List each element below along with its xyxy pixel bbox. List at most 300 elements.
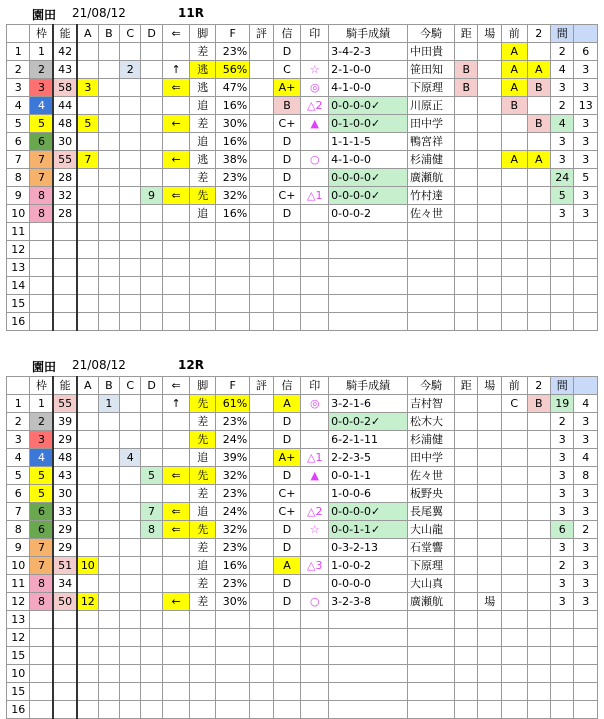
table-row-empty: [7, 277, 598, 295]
col-d: [141, 413, 162, 431]
running-style: 先: [190, 431, 216, 449]
empty-cell: [301, 277, 329, 295]
jockey-record: 1-0-0-2: [329, 557, 408, 575]
column-header: 2: [527, 377, 550, 395]
empty-cell: [98, 611, 119, 629]
f-percent: 23%: [216, 539, 250, 557]
col-d: 5: [141, 467, 162, 485]
empty-cell: [301, 611, 329, 629]
column-header: ⇐: [162, 377, 190, 395]
empty-cell: [454, 629, 477, 647]
empty-cell: [550, 647, 573, 665]
evaluation-empty: [250, 485, 273, 503]
arrow-cell: [162, 413, 190, 431]
second-cell: [527, 557, 550, 575]
jockey-record: 0-0-0-0✓: [329, 97, 408, 115]
running-style: 差: [190, 413, 216, 431]
mark-cell: ○: [301, 593, 329, 611]
empty-cell: [98, 665, 119, 683]
mark-cell: [301, 575, 329, 593]
evaluation: A+: [273, 79, 301, 97]
empty-cell: [273, 647, 301, 665]
empty-cell: [527, 295, 550, 313]
running-style: 差: [190, 539, 216, 557]
empty-cell: [550, 683, 573, 701]
jockey-name: 鴨宮祥: [408, 133, 455, 151]
empty-cell: [77, 295, 98, 313]
jockey-record: 0-1-0-0✓: [329, 115, 408, 133]
f-percent: 23%: [216, 485, 250, 503]
table-row: [7, 431, 598, 449]
ability-cell: 33: [53, 503, 76, 521]
column-header: 騎手成績: [329, 377, 408, 395]
ability-cell: [53, 259, 76, 277]
jockey-record: 6-2-1-11: [329, 431, 408, 449]
empty-cell: [501, 629, 527, 647]
empty-cell: [120, 241, 141, 259]
jockey-record: 1-1-1-5: [329, 133, 408, 151]
evaluation: D: [273, 521, 301, 539]
jockey-record: 3-4-2-3: [329, 43, 408, 61]
col-c: [120, 187, 141, 205]
empty-cell: [77, 241, 98, 259]
jockey-record: 4-1-0-0: [329, 151, 408, 169]
evaluation-empty: [250, 115, 273, 133]
empty-cell: [120, 295, 141, 313]
col-c: [120, 467, 141, 485]
running-style: 差: [190, 43, 216, 61]
col-c: [120, 395, 141, 413]
empty-cell: [501, 259, 527, 277]
empty-cell: [250, 629, 273, 647]
jockey-record: 1-0-0-6: [329, 485, 408, 503]
course-cell: [478, 97, 501, 115]
f-percent: 23%: [216, 169, 250, 187]
ability-cell: 29: [53, 539, 76, 557]
horse-number: 7: [7, 503, 30, 521]
arrow-cell: [162, 449, 190, 467]
col-d: [141, 557, 162, 575]
waku-cell: 7: [30, 539, 53, 557]
arrow-cell: ⇐: [162, 187, 190, 205]
evaluation-empty: [250, 43, 273, 61]
course-cell: [478, 413, 501, 431]
col-a: [77, 431, 98, 449]
column-header: 前: [501, 25, 527, 43]
empty-cell: [478, 629, 501, 647]
arrow-cell: ⇐: [162, 521, 190, 539]
col-b: [98, 61, 119, 79]
empty-cell: [501, 665, 527, 683]
ability-cell: 39: [53, 413, 76, 431]
empty-cell: [273, 295, 301, 313]
horse-number: 16: [7, 313, 30, 331]
empty-cell: [141, 223, 162, 241]
f-percent: 32%: [216, 521, 250, 539]
interval-1: 3: [550, 503, 573, 521]
col-a: 7: [77, 151, 98, 169]
col-c: [120, 115, 141, 133]
mark-cell: ☆: [301, 61, 329, 79]
jockey-record: 0-3-2-13: [329, 539, 408, 557]
empty-cell: [478, 241, 501, 259]
jockey-name: 田中学: [408, 449, 455, 467]
interval-1: 2: [550, 97, 573, 115]
empty-cell: [216, 665, 250, 683]
empty-cell: [141, 629, 162, 647]
horse-number: 6: [7, 133, 30, 151]
table-row-empty: [7, 683, 598, 701]
jockey-record: 0-0-1-1: [329, 467, 408, 485]
waku-cell: 4: [30, 97, 53, 115]
empty-cell: [216, 701, 250, 719]
f-percent: 30%: [216, 115, 250, 133]
f-percent: 16%: [216, 133, 250, 151]
prev-cell: [501, 557, 527, 575]
second-cell: B: [527, 79, 550, 97]
arrow-cell: [162, 43, 190, 61]
table-row: [7, 449, 598, 467]
empty-cell: [162, 665, 190, 683]
empty-cell: [574, 683, 598, 701]
col-d: [141, 115, 162, 133]
empty-cell: [501, 295, 527, 313]
empty-cell: [141, 295, 162, 313]
running-style: 追: [190, 449, 216, 467]
second-cell: [527, 449, 550, 467]
col-b: [98, 467, 119, 485]
horse-number: 2: [7, 61, 30, 79]
col-b: [98, 43, 119, 61]
empty-cell: [98, 683, 119, 701]
interval-2: 3: [574, 593, 598, 611]
column-header: D: [141, 377, 162, 395]
empty-cell: [162, 313, 190, 331]
column-header: 脚: [190, 377, 216, 395]
empty-cell: [301, 701, 329, 719]
horse-number: 7: [7, 151, 30, 169]
course-cell: [478, 205, 501, 223]
empty-cell: [273, 701, 301, 719]
interval-1: 2: [550, 557, 573, 575]
col-b: [98, 115, 119, 133]
empty-cell: [454, 295, 477, 313]
empty-cell: [454, 683, 477, 701]
empty-cell: [98, 295, 119, 313]
col-c: [120, 557, 141, 575]
ability-cell: 43: [53, 61, 76, 79]
empty-cell: [162, 701, 190, 719]
col-a: [77, 43, 98, 61]
waku-cell: 1: [30, 395, 53, 413]
horse-number: 12: [7, 593, 30, 611]
empty-cell: [301, 223, 329, 241]
course-cell: [478, 187, 501, 205]
f-percent: 47%: [216, 79, 250, 97]
interval-2: 4: [574, 395, 598, 413]
col-a: [77, 539, 98, 557]
empty-cell: [273, 241, 301, 259]
arrow-cell: [162, 485, 190, 503]
empty-cell: [162, 277, 190, 295]
evaluation-empty: [250, 61, 273, 79]
empty-cell: [30, 701, 53, 719]
prev-cell: A: [501, 61, 527, 79]
empty-cell: [141, 259, 162, 277]
distance-cell: B: [454, 79, 477, 97]
empty-cell: [216, 611, 250, 629]
waku-cell: 8: [30, 593, 53, 611]
running-style: 先: [190, 187, 216, 205]
column-header: 印: [301, 377, 329, 395]
interval-1: 3: [550, 431, 573, 449]
empty-cell: [190, 259, 216, 277]
prev-cell: [501, 575, 527, 593]
column-header: C: [120, 377, 141, 395]
empty-cell: [98, 313, 119, 331]
jockey-name: 佐々世: [408, 205, 455, 223]
table-row: [7, 413, 598, 431]
evaluation: A: [273, 395, 301, 413]
empty-cell: [98, 701, 119, 719]
second-cell: [527, 97, 550, 115]
col-a: [77, 395, 98, 413]
column-header: [7, 377, 30, 395]
empty-cell: [550, 629, 573, 647]
empty-cell: [162, 611, 190, 629]
mark-cell: △1: [301, 449, 329, 467]
empty-cell: [250, 223, 273, 241]
col-c: [120, 503, 141, 521]
table-row: [7, 97, 598, 115]
jockey-name: 大山龍: [408, 521, 455, 539]
running-style: 先: [190, 395, 216, 413]
evaluation: D: [273, 43, 301, 61]
table-row: [7, 133, 598, 151]
f-percent: 23%: [216, 413, 250, 431]
empty-cell: [30, 241, 53, 259]
header-row: [7, 25, 598, 43]
mark-cell: △2: [301, 503, 329, 521]
ability-cell: 55: [53, 395, 76, 413]
empty-cell: [273, 665, 301, 683]
empty-cell: [301, 647, 329, 665]
col-b: [98, 97, 119, 115]
col-a: [77, 449, 98, 467]
ability-cell: 28: [53, 205, 76, 223]
empty-cell: [501, 277, 527, 295]
jockey-name: 佐々世: [408, 467, 455, 485]
empty-cell: [190, 629, 216, 647]
column-header: 騎手成績: [329, 25, 408, 43]
empty-cell: [141, 611, 162, 629]
col-c: [120, 575, 141, 593]
prev-cell: [501, 413, 527, 431]
empty-cell: [329, 295, 408, 313]
prev-cell: [501, 503, 527, 521]
interval-1: 4: [550, 61, 573, 79]
empty-cell: [250, 295, 273, 313]
col-a: [77, 133, 98, 151]
col-c: 2: [120, 61, 141, 79]
f-percent: 23%: [216, 43, 250, 61]
waku-cell: 5: [30, 485, 53, 503]
col-d: [141, 133, 162, 151]
col-d: [141, 61, 162, 79]
col-c: [120, 151, 141, 169]
distance-cell: [454, 467, 477, 485]
course-cell: [478, 115, 501, 133]
mark-cell: [301, 133, 329, 151]
empty-cell: [273, 683, 301, 701]
jockey-record: 2-1-0-0: [329, 61, 408, 79]
prev-cell: [501, 169, 527, 187]
column-header: 印: [301, 25, 329, 43]
f-percent: 56%: [216, 61, 250, 79]
mark-cell: [301, 413, 329, 431]
arrow-cell: [162, 169, 190, 187]
mark-cell: ◎: [301, 395, 329, 413]
interval-2: 3: [574, 431, 598, 449]
evaluation: C+: [273, 187, 301, 205]
table-row: [7, 43, 598, 61]
column-header: F: [216, 25, 250, 43]
interval-1: 24: [550, 169, 573, 187]
second-cell: B: [527, 395, 550, 413]
running-style: 差: [190, 115, 216, 133]
table-row-empty: [7, 295, 598, 313]
empty-cell: [454, 259, 477, 277]
ability-cell: 51: [53, 557, 76, 575]
empty-cell: [329, 259, 408, 277]
column-header: 前: [501, 377, 527, 395]
empty-cell: [478, 683, 501, 701]
ability-cell: 29: [53, 431, 76, 449]
empty-cell: [77, 665, 98, 683]
empty-cell: [190, 295, 216, 313]
ability-cell: 30: [53, 133, 76, 151]
col-d: 8: [141, 521, 162, 539]
empty-cell: [301, 313, 329, 331]
col-d: [141, 395, 162, 413]
horse-number: 13: [7, 611, 30, 629]
horse-number: 14: [7, 277, 30, 295]
empty-cell: [190, 223, 216, 241]
evaluation: C+: [273, 115, 301, 133]
header-row: [7, 377, 598, 395]
ability-cell: 34: [53, 575, 76, 593]
col-d: [141, 169, 162, 187]
second-cell: B: [527, 115, 550, 133]
running-style: 追: [190, 557, 216, 575]
f-percent: 24%: [216, 431, 250, 449]
empty-cell: [77, 277, 98, 295]
evaluation-empty: [250, 539, 273, 557]
col-c: [120, 169, 141, 187]
column-header: B: [98, 25, 119, 43]
jockey-name: 杉浦健: [408, 431, 455, 449]
column-header: [574, 377, 598, 395]
empty-cell: [77, 259, 98, 277]
second-cell: [527, 187, 550, 205]
empty-cell: [574, 701, 598, 719]
distance-cell: [454, 593, 477, 611]
empty-cell: [478, 277, 501, 295]
col-c: [120, 413, 141, 431]
evaluation: D: [273, 413, 301, 431]
interval-2: 3: [574, 187, 598, 205]
col-c: [120, 133, 141, 151]
empty-cell: [408, 259, 455, 277]
empty-cell: [190, 647, 216, 665]
empty-cell: [329, 611, 408, 629]
horse-number: 9: [7, 539, 30, 557]
interval-1: 5: [550, 187, 573, 205]
evaluation-empty: [250, 431, 273, 449]
column-header: 能: [53, 25, 76, 43]
empty-cell: [120, 611, 141, 629]
arrow-cell: [162, 575, 190, 593]
jockey-name: 板野央: [408, 485, 455, 503]
arrow-cell: [162, 539, 190, 557]
horse-number: 15: [7, 647, 30, 665]
jockey-name: 田中学: [408, 115, 455, 133]
distance-cell: [454, 395, 477, 413]
horse-number: 8: [7, 169, 30, 187]
table-row: [7, 593, 598, 611]
running-style: 差: [190, 485, 216, 503]
empty-cell: [273, 277, 301, 295]
col-a: [77, 205, 98, 223]
jockey-name: 大山真: [408, 575, 455, 593]
interval-2: 5: [574, 169, 598, 187]
empty-cell: [527, 665, 550, 683]
empty-cell: [30, 647, 53, 665]
second-cell: [527, 431, 550, 449]
empty-cell: [501, 701, 527, 719]
empty-cell: [162, 223, 190, 241]
interval-1: 6: [550, 521, 573, 539]
table-row-empty: [7, 665, 598, 683]
table-row-empty: [7, 701, 598, 719]
evaluation-empty: [250, 557, 273, 575]
ability-cell: 30: [53, 485, 76, 503]
jockey-record: 0-0-0-2: [329, 205, 408, 223]
empty-cell: [301, 683, 329, 701]
empty-cell: [141, 665, 162, 683]
empty-cell: [329, 241, 408, 259]
col-b: [98, 593, 119, 611]
empty-cell: [190, 241, 216, 259]
column-header: 今騎: [408, 25, 455, 43]
col-a: [77, 467, 98, 485]
empty-cell: [250, 683, 273, 701]
waku-cell: 2: [30, 413, 53, 431]
empty-cell: [574, 629, 598, 647]
distance-cell: [454, 539, 477, 557]
interval-1: 4: [550, 115, 573, 133]
table-row: [7, 169, 598, 187]
waku-cell: 6: [30, 521, 53, 539]
empty-cell: [301, 665, 329, 683]
prev-cell: [501, 485, 527, 503]
f-percent: 32%: [216, 467, 250, 485]
second-cell: [527, 413, 550, 431]
col-b: [98, 187, 119, 205]
col-d: [141, 593, 162, 611]
second-cell: A: [527, 61, 550, 79]
empty-cell: [527, 701, 550, 719]
